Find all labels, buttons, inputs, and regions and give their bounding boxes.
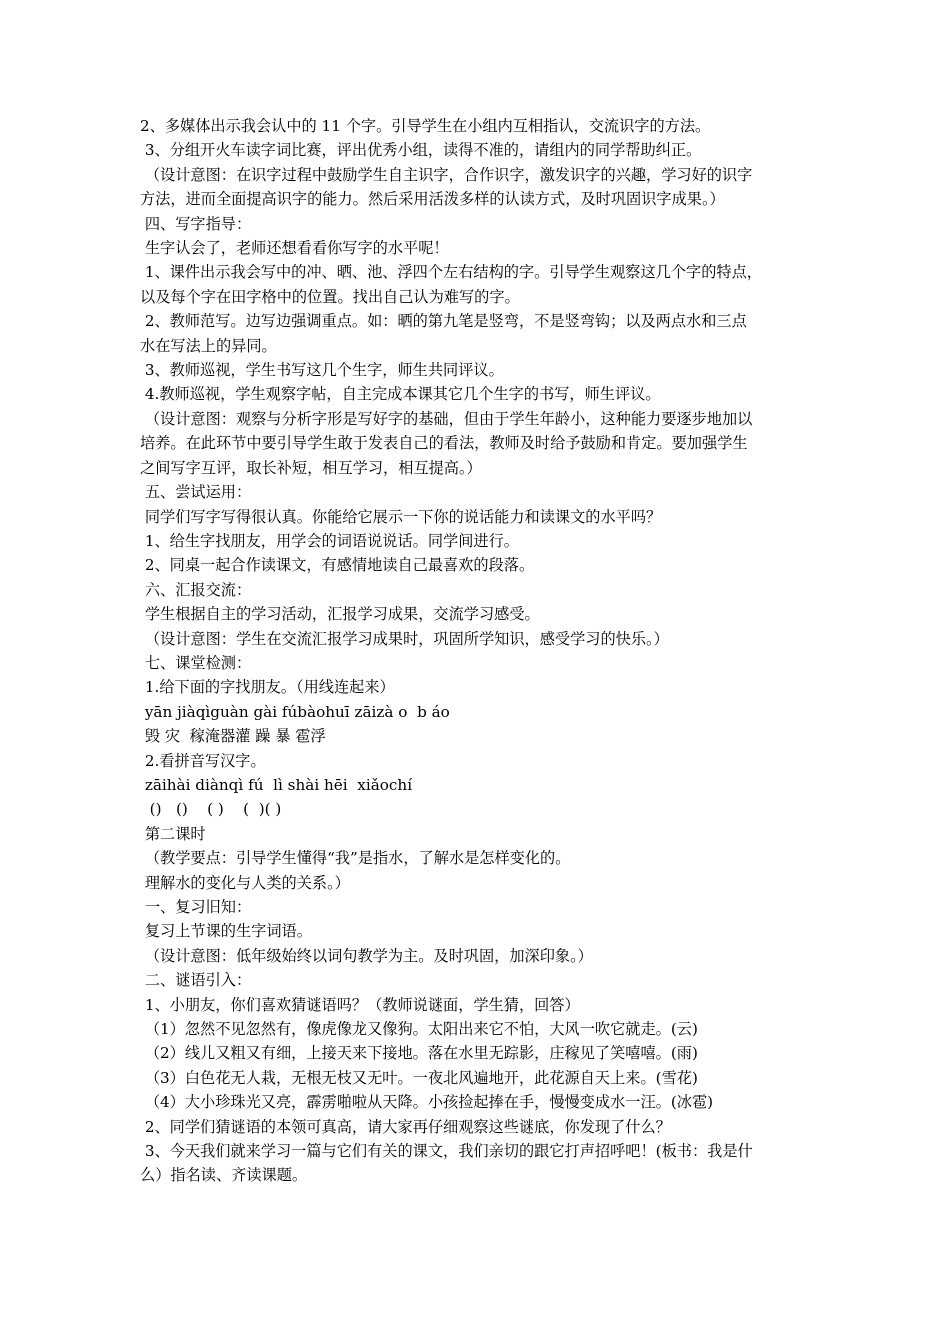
text-line: 么）指名读、齐读课题。 — [140, 1166, 308, 1185]
text-line: （设计意图：低年级始终以词句教学为主。及时巩固，加深印象。） — [140, 946, 593, 965]
text-line: 水在写法上的异同。 — [140, 336, 277, 355]
text-line: 以及每个字在田字格中的位置。找出自己认为难写的字。 — [140, 287, 520, 306]
section-heading: 一、复习旧知： — [140, 898, 252, 916]
riddle-line: （2）线儿又粗又有细，上接天来下接地。落在水里无踪影，庄稼见了笑嘻嘻。(雨) — [140, 1044, 698, 1063]
text-line: 3、今天我们就来学习一篇与它们有关的课文，我们亲切的跟它打声招呼吧！(板书：我是什 — [140, 1142, 753, 1161]
answer-blanks: () () ( ) ( )( ) — [140, 800, 282, 819]
section-heading: 四、写字指导： — [140, 214, 252, 233]
text-line: 3、教师巡视，学生书写这几个生字，师生共同评议。 — [140, 361, 504, 380]
text-line: 2、同学们猜谜语的本领可真高，请大家再仔细观察这些谜底，你发现了什么？ — [140, 1117, 671, 1136]
text-line: （设计意图：学生在交流汇报学习成果时，巩固所学知识，感受学习的快乐。） — [140, 629, 669, 648]
section-heading: 第二课时 — [140, 824, 206, 843]
text-line: 复习上节课的生字词语。 — [140, 922, 312, 941]
pinyin-line: zāihài diànqì fú lì shài hēi xiǎochí — [140, 775, 413, 794]
text-line: 1、课件出示我会写中的冲、晒、池、浮四个左右结构的字。引导学生观察这几个字的特点， — [140, 263, 762, 282]
pinyin-line: yān jiàqìguàn gài fúbàohuī zāizà o b áo — [140, 702, 450, 721]
text-line: 2、教师范写。边写边强调重点。如：晒的第九笔是竖弯，不是竖弯钩；以及两点水和三点 — [140, 312, 747, 331]
text-line: 方法，进而全面提高识字的能力。然后采用活泼多样的认读方式，及时巩固识字成果。） — [140, 190, 725, 209]
text-line: 培养。在此环节中要引导学生敢于发表自己的看法，教师及时给予鼓励和肯定。要加强学生 — [140, 434, 748, 453]
text-line: 理解水的变化与人类的关系。） — [140, 873, 350, 892]
text-line: 2、同桌一起合作读课文，有感情地读自己最喜欢的段落。 — [140, 556, 535, 575]
section-heading: 七、课堂检测： — [140, 653, 252, 672]
riddle-line: （3）白色花无人栽，无根无枝又无叶。一夜北风遍地开，此花源自天上来。(雪花) — [140, 1068, 698, 1087]
text-line: 1、给生字找朋友，用学会的词语说说话。同学间进行。 — [140, 531, 519, 550]
text-line: 3、分组开火车读字词比赛，评出优秀小组，读得不准的，请组内的同学帮助纠正。 — [140, 141, 702, 160]
text-line: 2、多媒体出示我会认中的 11 个字。引导学生在小组内互相指认，交流识字的方法。 — [140, 117, 711, 135]
text-line: 1.给下面的字找朋友。（用线连起来） — [140, 678, 395, 697]
text-line: 生字认会了，老师还想看看你写字的水平呢！ — [140, 239, 449, 258]
section-heading: 五、尝试运用： — [140, 483, 252, 502]
text-line: （设计意图：在识字过程中鼓励学生自主识字，合作识字，激发识字的兴趣，学习好的识字 — [140, 165, 753, 184]
text-line: 1、小朋友，你们喜欢猜谜语吗？（教师说谜面，学生猜，回答） — [140, 995, 580, 1014]
text-line: 2.看拼音写汉字。 — [140, 751, 266, 770]
section-heading: 六、汇报交流： — [140, 580, 252, 599]
text-line: （设计意图：观察与分析字形是写好字的基础，但由于学生年龄小，这种能力要逐步地加以 — [140, 409, 753, 428]
text-line: （教学要点：引导学生懂得“我”是指水，了解水是怎样变化的。 — [140, 849, 571, 868]
riddle-line: （4）大小珍珠光又亮，霹雳啪啦从天降。小孩捡起捧在手，慢慢变成水一汪。(冰雹) — [140, 1093, 714, 1112]
text-line: 同学们写字写得很认真。你能给它展示一下你的说话能力和读课文的水平吗？ — [140, 507, 662, 526]
text-line: 毁 灾 稼淹器灌 躁 暴 雹浮 — [140, 727, 326, 746]
text-line: 4.教师巡视，学生观察字帖，自主完成本课其它几个生字的书写，师生评议。 — [140, 385, 661, 404]
text-line: 学生根据自主的学习活动，汇报学习成果，交流学习感受。 — [140, 605, 540, 624]
riddle-line: （1）忽然不见忽然有，像虎像龙又像狗。太阳出来它不怕，大风一吹它就走。(云) — [140, 1020, 698, 1039]
text-line: 之间写字互评，取长补短，相互学习，相互提高。） — [140, 458, 482, 477]
section-heading: 二、谜语引入： — [140, 971, 252, 990]
